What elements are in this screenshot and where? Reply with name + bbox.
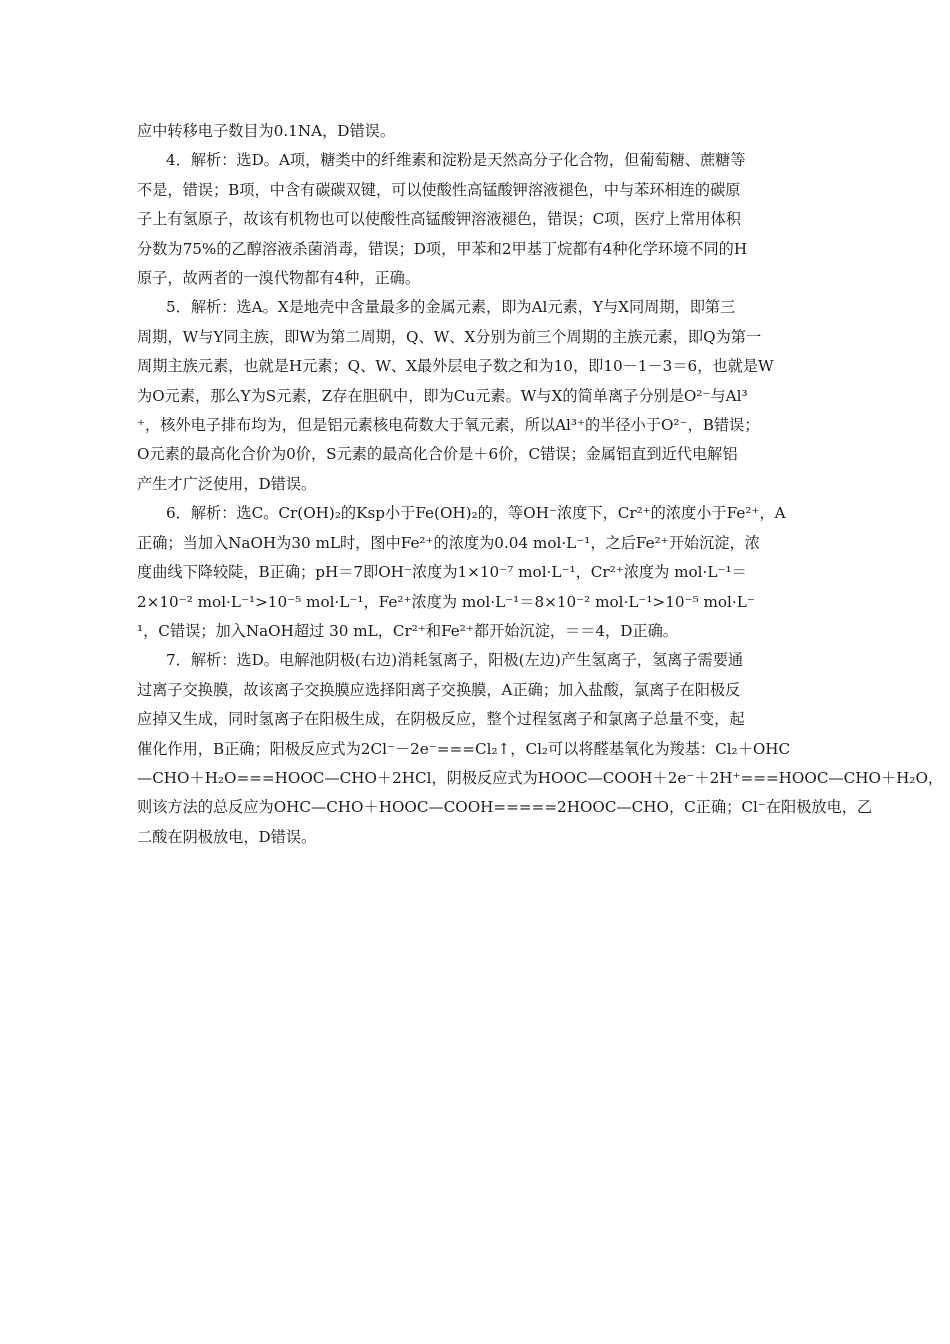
text-line: 7．解析：选D。电解池阴极(右边)消耗氢离子，阳极(左边)产生氢离子，氢离子需要通 <box>166 651 744 670</box>
text-line: 6．解析：选C。Cr(OH)₂的Ksp小于Fe(OH)₂的，等OH⁻浓度下，Cr²⁺的浓度小于Fe²⁺，A <box>166 504 786 523</box>
text-line: 不是，错误；B项，中含有碳碳双键，可以使酸性高锰酸钾溶液褪色，中与苯环相连的碳原 <box>137 180 741 199</box>
text-line: 分数为75%的乙醇溶液杀菌消毒，错误；D项，甲苯和2甲基丁烷都有4种化学环境不同的H <box>137 239 748 258</box>
text-line: ¹，C错误；加入NaOH超过 30 mL，Cr²⁺和Fe²⁺都开始沉淀，＝＝4，D正确。 <box>137 621 678 640</box>
text-line: 周期主族元素，也就是H元素；Q、W、X最外层电子数之和为10，即10－1－3＝6，也就是W <box>137 357 774 376</box>
text-line: 4．解析：选D。A项，糖类中的纤维素和淀粉是天然高分子化合物，但葡萄糖、蔗糖等 <box>166 151 746 170</box>
text-line: O元素的最高化合价为0价，S元素的最高化合价是＋6价，C错误；金属铝直到近代电解铝 <box>137 445 738 464</box>
text-line: 正确；当加入NaOH为30 mL时，图中Fe²⁺的浓度为0.04 mol·L⁻¹，之后Fe²⁺开始沉淀，浓 <box>137 533 760 552</box>
text-line: 应中转移电子数目为0.1NA，D错误。 <box>137 122 396 140</box>
text-line: 为O元素，那么Y为S元素，Z存在胆矾中，即为Cu元素。W与X的简单离子分别是O²⁻与Al³ <box>137 386 748 405</box>
text-line: 原子，故两者的一溴代物都有4种，正确。 <box>137 269 421 288</box>
text-line: 产生才广泛使用，D错误。 <box>137 474 317 493</box>
text-line: 度曲线下降较陡，B正确；pH＝7即OH⁻浓度为1×10⁻⁷ mol·L⁻¹，Cr²⁺浓度为 mol·L⁻¹＝ <box>137 563 747 582</box>
text-line: 周期，W与Y同主族，即W为第二周期，Q、W、X分别为前三个周期的主族元素，即Q为第一 <box>137 327 762 346</box>
text-line: 应掉又生成，同时氢离子在阳极生成，在阴极反应，整个过程氢离子和氯离子总量不变，起 <box>137 710 745 729</box>
paragraph-p-q6 <box>137 499 817 646</box>
text-line: 催化作用，B正确；阳极反应式为2Cl⁻－2e⁻===Cl₂↑，Cl₂可以将醛基氧化为羧基：Cl₂＋OHC <box>137 739 791 758</box>
paragraph-p-q5 <box>137 293 817 499</box>
text-line: 子上有氢原子，故该有机物也可以使酸性高锰酸钾溶液褪色，错误；C项，医疗上常用体积 <box>137 210 741 229</box>
paragraph-p-q4 <box>137 146 817 293</box>
text-line: —CHO＋H₂O===HOOC—CHO＋2HCl，阴极反应式为HOOC—COOH＋2e⁻＋2H⁺===HOOC—CHO＋H₂O， <box>137 768 944 787</box>
text-line: 5．解析：选A。X是地壳中含量最多的金属元素，即为Al元素，Y与X同周期，即第三 <box>166 298 736 317</box>
text-line: 则该方法的总反应为OHC—CHO＋HOOC—COOH=====2HOOC—CHO，C正确；Cl⁻在阳极放电，乙 <box>137 798 873 817</box>
text-line: 二酸在阴极放电，D错误。 <box>137 827 317 846</box>
text-line: 2×10⁻² mol·L⁻¹>10⁻⁵ mol·L⁻¹，Fe²⁺浓度为 mol·L⁻¹＝8×10⁻² mol·L⁻¹>10⁻⁵ mol·L⁻ <box>137 592 755 611</box>
paragraph-p-cont <box>137 117 817 146</box>
paragraph-p-q7 <box>137 646 944 852</box>
text-line: ⁺，核外电子排布均为，但是铝元素核电荷数大于氧元素，所以Al³⁺的半径小于O²⁻，B错误； <box>137 416 760 435</box>
text-line: 过离子交换膜，故该离子交换膜应选择阳离子交换膜，A正确；加入盐酸，氯离子在阳极反 <box>137 680 741 699</box>
document-body <box>137 117 944 852</box>
